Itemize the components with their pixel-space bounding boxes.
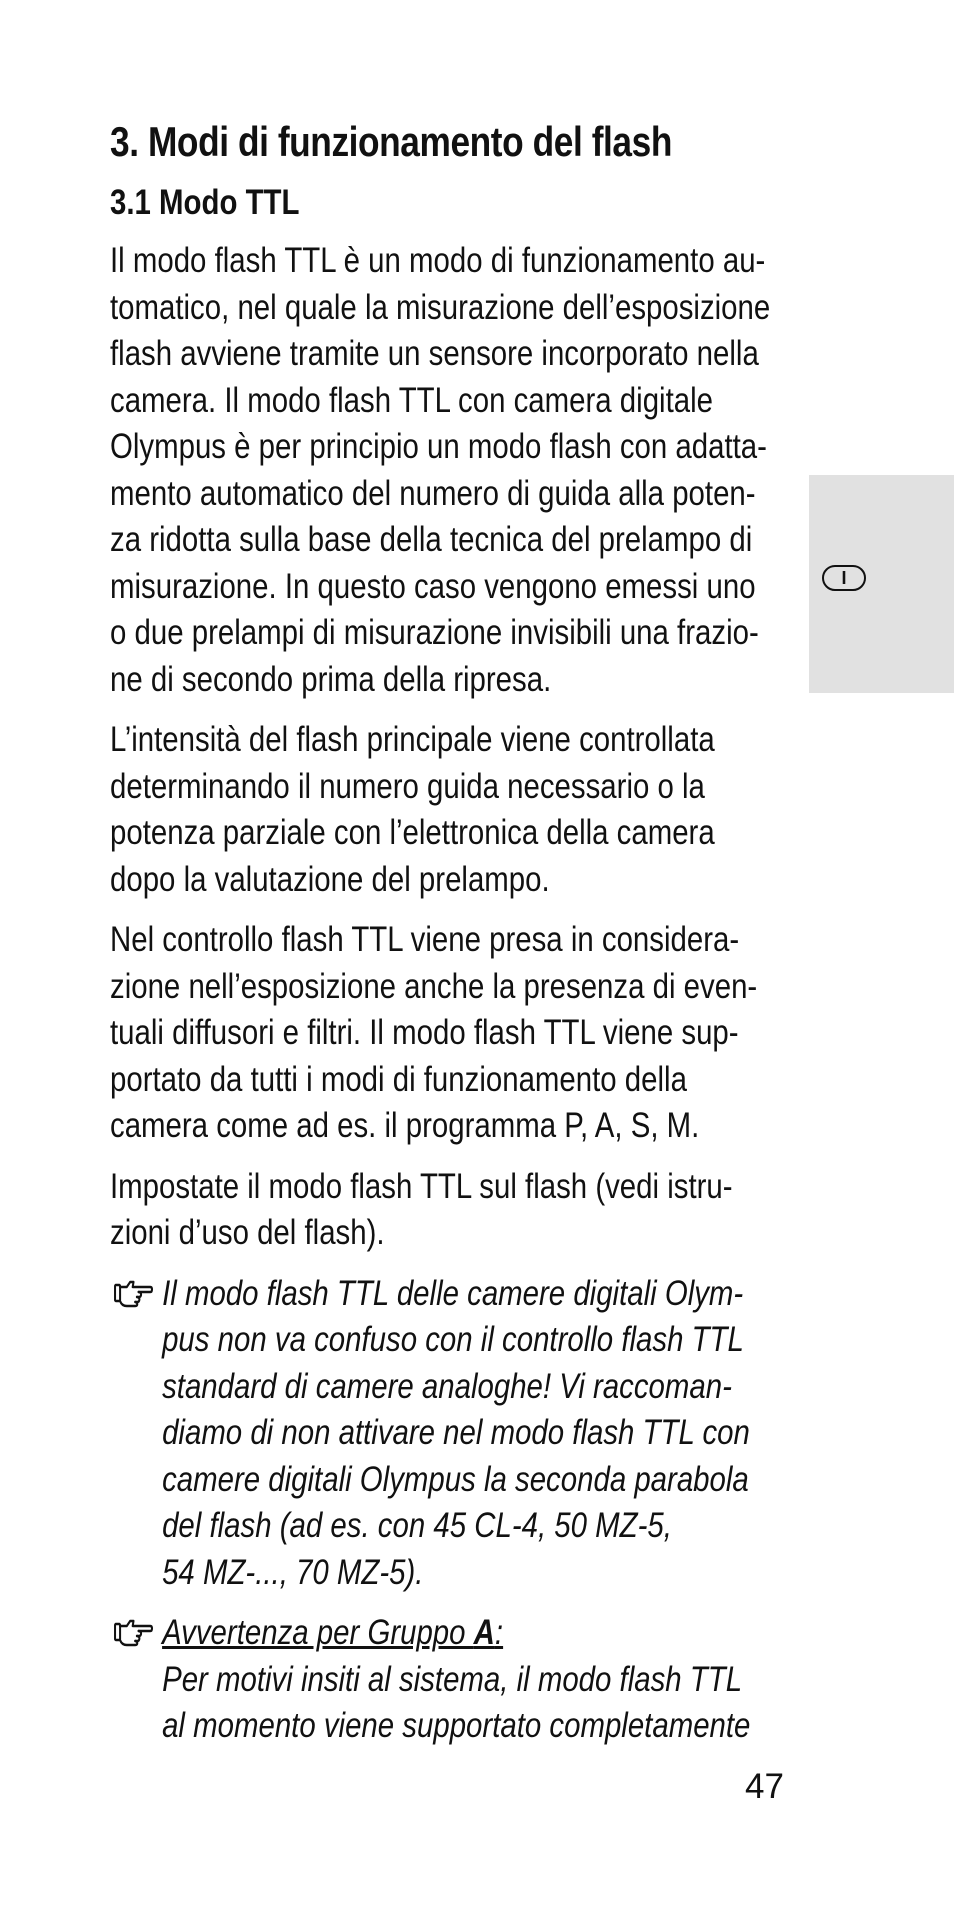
note-group-a: [110, 1610, 810, 1750]
text-line: del flash (ad es. con 45 CL-4, 50 MZ-5,: [162, 1506, 672, 1545]
note-ttl-warning: [110, 1271, 810, 1597]
text-column: [110, 110, 810, 1750]
note-text: [162, 1610, 810, 1750]
subsection-title: 3.1 Modo TTL: [110, 183, 300, 222]
note-heading: [162, 1610, 810, 1657]
text-line: zione nell’esposizione anche la presenza di even-: [110, 966, 758, 1006]
text-line: mento automatico del numero di guida alla poten-: [110, 473, 756, 513]
note-heading-prefix: Avvertenza per Gruppo: [162, 1613, 474, 1652]
text-line: Olympus è per principio un modo flash con adatta-: [110, 427, 767, 466]
pointing-hand-icon: [113, 1612, 153, 1652]
text-line: Il modo flash TTL delle camere digitali Olym-: [162, 1273, 744, 1313]
text-line: diamo di non attivare nel modo flash TTL con: [162, 1413, 750, 1452]
paragraph-ttl-control: [110, 917, 810, 1150]
text-line: camera come ad es. il programma P, A, S, M.: [110, 1106, 700, 1145]
text-line: Il modo flash TTL è un modo di funzionamento au-: [110, 241, 766, 280]
text-line: ne di secondo prima della ripresa.: [110, 659, 552, 699]
text-line: standard di camere analoghe! Vi raccoman-: [162, 1366, 732, 1406]
text-line: zioni d’uso del flash).: [110, 1213, 385, 1252]
text-line: camere digitali Olympus la seconda parabola: [162, 1459, 749, 1499]
text-line: portato da tutti i modi di funzionamento della: [110, 1059, 687, 1099]
text-line: camera. Il modo flash TTL con camera digitale: [110, 380, 713, 420]
pointing-hand-icon: [113, 1273, 153, 1313]
text-line: L’intensità del flash principale viene controllata: [110, 720, 715, 759]
text-line: za ridotta sulla base della tecnica del prelampo di: [110, 520, 753, 559]
text-line: Per motivi insiti al sistema, il modo flash TTL: [162, 1659, 743, 1699]
text-line: potenza parziale con l’elettronica della camera: [110, 813, 715, 852]
text-line: pus non va confuso con il controllo flash TTL: [162, 1320, 744, 1359]
section-title: 3. Modi di funzionamento del flash: [110, 118, 672, 165]
language-badge: I: [822, 565, 866, 591]
text-line: tuali diffusori e filtri. Il modo flash TTL viene sup-: [110, 1013, 739, 1052]
text-line: tomatico, nel quale la misurazione dell’esposizione: [110, 287, 771, 327]
text-line: 54 MZ-..., 70 MZ-5).: [162, 1552, 424, 1592]
text-line: dopo la valutazione del prelampo.: [110, 859, 550, 899]
note-heading-group: A: [473, 1613, 495, 1652]
text-line: determinando il numero guida necessario o la: [110, 766, 705, 806]
text-line: Nel controllo flash TTL viene presa in considera-: [110, 920, 740, 959]
language-side-tab: [809, 475, 954, 693]
note-text: [162, 1271, 810, 1597]
text-line: misurazione. In questo caso vengono emessi uno: [110, 566, 756, 606]
text-line: flash avviene tramite un sensore incorporato nella: [110, 334, 759, 373]
page-content: [110, 110, 810, 1764]
text-line: al momento viene supportato completamente: [162, 1706, 751, 1745]
paragraph-setup: [110, 1164, 810, 1257]
note-heading-suffix: :: [494, 1613, 504, 1652]
page-number: 47: [745, 1767, 784, 1806]
paragraph-ttl-intro: [110, 238, 810, 703]
paragraph-flash-intensity: [110, 717, 810, 903]
text-line: o due prelampi di misurazione invisibili una frazio-: [110, 613, 759, 652]
text-line: Impostate il modo flash TTL sul flash (vedi istru-: [110, 1166, 733, 1206]
